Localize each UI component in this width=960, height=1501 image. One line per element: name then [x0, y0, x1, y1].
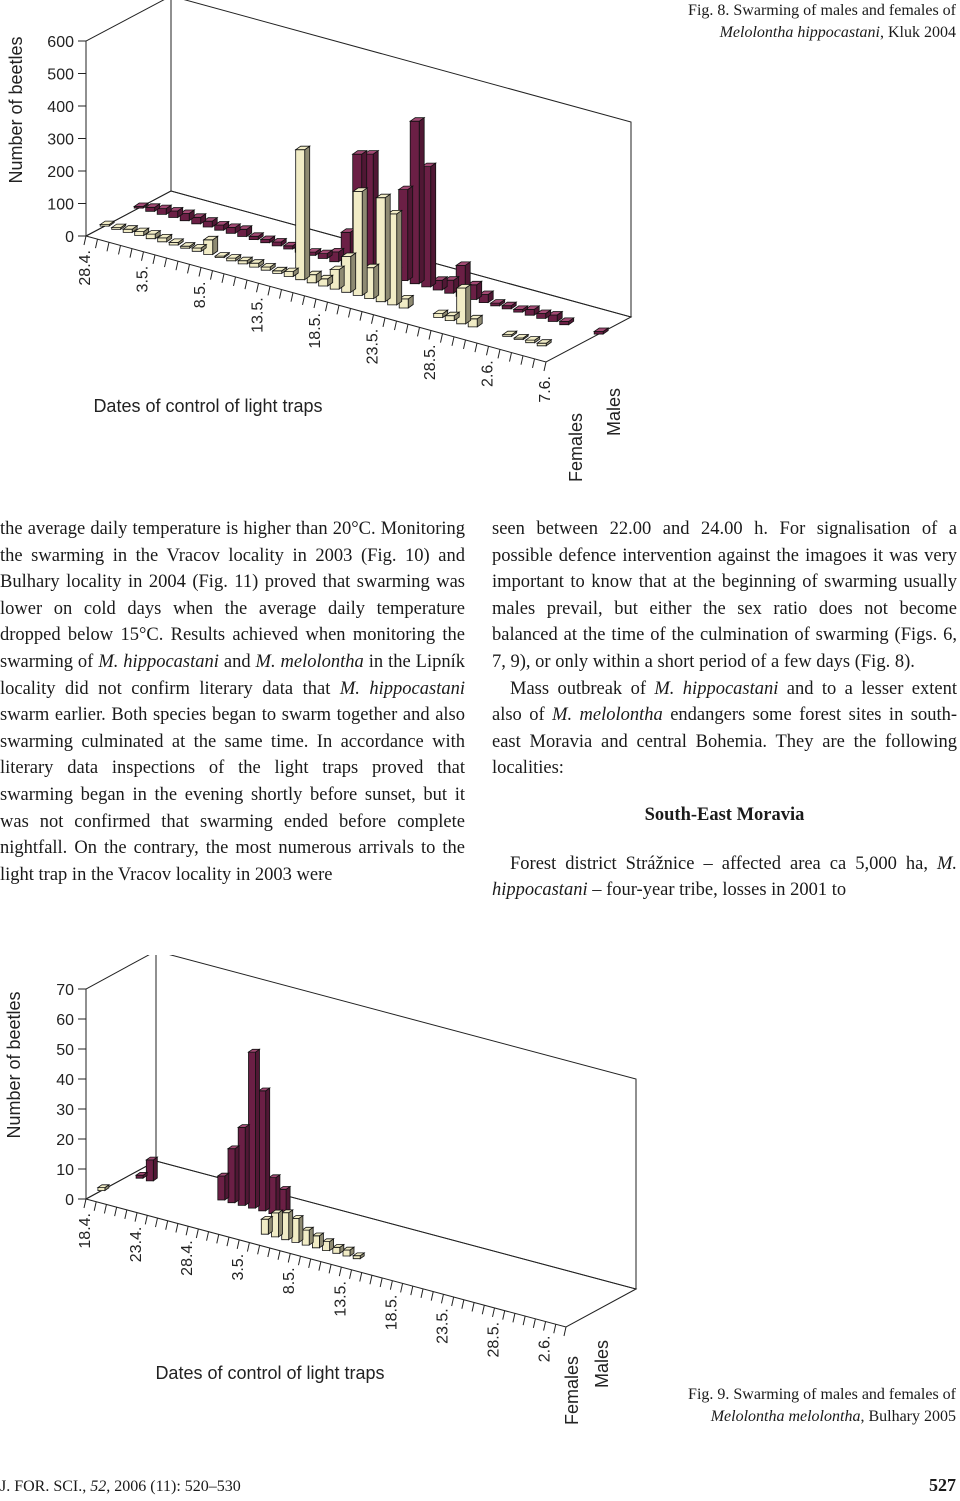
bar-front	[514, 309, 523, 312]
bar-front	[203, 221, 212, 227]
x-tick-label: 3.5.	[134, 265, 152, 293]
y-tick-label: 30	[56, 1102, 74, 1119]
x-tick-label: 28.4.	[77, 250, 94, 286]
x-tick	[429, 331, 431, 340]
x-tick	[544, 1322, 546, 1331]
x-tick	[257, 283, 259, 292]
female-bar	[353, 1253, 364, 1259]
bar-front	[434, 314, 443, 318]
x-tick	[462, 1300, 464, 1309]
bar-side	[289, 1210, 293, 1240]
x-tick	[487, 346, 489, 355]
figure-8-svg	[0, 0, 960, 490]
female-bar	[503, 331, 517, 336]
x-tick	[452, 337, 454, 346]
text-run: – four-year tribe, losses in 2001 to	[587, 880, 847, 901]
x-tick	[498, 349, 500, 358]
figure-9-svg	[0, 955, 960, 1425]
series-label: Males	[604, 387, 624, 436]
x-tick	[237, 1240, 239, 1249]
x-tick	[503, 1311, 505, 1320]
text-run: in the Lipník locality did not confirm literary data that	[0, 651, 466, 699]
x-tick	[217, 1234, 219, 1243]
x-tick	[166, 1221, 168, 1230]
citation-text: J. FOR. SCI.,	[0, 1478, 91, 1495]
male-bar	[146, 1157, 157, 1181]
bar-front	[192, 248, 201, 251]
bar-front	[136, 1175, 143, 1178]
x-tick-label: 13.5.	[332, 1281, 350, 1317]
x-tick	[165, 258, 167, 267]
y-tick-label: 70	[56, 982, 74, 999]
x-tick	[360, 1273, 362, 1282]
male-bar	[249, 233, 263, 240]
bar-front	[491, 303, 500, 306]
paragraph	[0, 516, 465, 888]
x-tick	[199, 268, 201, 277]
x-tick	[94, 1202, 96, 1211]
x-tick	[349, 308, 351, 317]
bar-front	[457, 288, 466, 324]
x-tick-label: 18.5.	[383, 1294, 401, 1331]
x-tick	[475, 343, 477, 352]
x-tick	[482, 1305, 484, 1314]
page-number: 527	[929, 1475, 956, 1495]
y-tick-label: 200	[47, 164, 74, 181]
bar-front	[261, 267, 270, 270]
x-tick	[298, 1256, 300, 1265]
x-tick	[145, 1215, 147, 1224]
bar-front	[146, 234, 155, 239]
x-tick	[222, 274, 224, 283]
x-tick-label: 18.5.	[307, 313, 324, 349]
bar-side	[466, 285, 471, 324]
bar-side	[305, 146, 310, 280]
bar-front	[318, 254, 327, 259]
caption-species: Melolontha melolontha	[710, 1408, 861, 1425]
x-tick	[142, 252, 144, 261]
text-column-left	[0, 516, 465, 888]
x-tick	[107, 242, 109, 251]
x-tick	[564, 1327, 566, 1336]
x-tick	[314, 299, 316, 308]
caption-species: Melolontha hippocastani	[719, 24, 880, 41]
x-tick	[247, 1243, 249, 1252]
female-bar	[302, 1227, 313, 1245]
x-tick	[104, 1204, 106, 1213]
x-tick	[84, 1199, 86, 1208]
series-label: Females	[566, 412, 586, 482]
x-tick	[196, 1229, 198, 1238]
x-tick	[395, 321, 397, 330]
bar-front	[261, 240, 270, 243]
x-tick	[319, 1262, 321, 1271]
x-tick	[278, 1251, 280, 1260]
figure-9-caption	[636, 1384, 956, 1428]
x-tick-label: 18.4.	[77, 1213, 94, 1249]
female-bar	[526, 337, 540, 343]
male-bar	[218, 1173, 229, 1200]
x-tick	[268, 286, 270, 295]
bar-side	[431, 163, 436, 287]
x-tick	[176, 261, 178, 270]
male-bar	[259, 1088, 270, 1211]
bar-front	[158, 238, 167, 242]
female-bar	[261, 1216, 272, 1234]
y-tick-label: 20	[56, 1132, 74, 1149]
x-tick	[115, 1207, 117, 1216]
x-tick-label: 8.5.	[281, 1267, 299, 1295]
bar-front	[218, 1176, 225, 1200]
figure-8-chart	[0, 0, 960, 490]
figure-9-chart	[0, 955, 960, 1425]
x-tick	[533, 1319, 535, 1328]
x-tick	[337, 305, 339, 314]
x-tick	[234, 277, 236, 286]
x-tick-label: 8.5.	[192, 281, 209, 309]
female-bar	[537, 340, 551, 346]
bar-side	[299, 1216, 303, 1243]
x-tick	[441, 1294, 443, 1303]
x-tick	[510, 353, 512, 362]
bar-side	[276, 1175, 280, 1214]
x-tick	[544, 362, 546, 371]
x-tick	[533, 359, 535, 368]
x-tick-label: 23.4.	[128, 1226, 146, 1263]
male-bar	[228, 1146, 239, 1203]
bar-side	[235, 1146, 239, 1203]
x-tick	[268, 1248, 270, 1257]
female-bar	[457, 285, 471, 324]
bar-side	[408, 186, 413, 281]
x-tick	[441, 334, 443, 343]
bar-front	[227, 258, 236, 261]
text-run: swarm earlier. Both species began to swarm together and also swarming culminated at the same time. In accordance with literary data inspections of the light traps proved that swarming began in the evening shortly before sunset, but it was not confirmed that swarming ended before complete nightfall. On the contrary, the most numerous arrivals to the light trap in the Vracov locality in 2003 were	[0, 705, 465, 885]
x-tick	[372, 315, 374, 324]
male-bar	[502, 302, 516, 309]
species-name: M. hippocastani	[654, 678, 779, 699]
x-tick-label: 23.5.	[364, 328, 382, 365]
x-tick	[472, 1302, 474, 1311]
bar-side	[279, 1210, 283, 1237]
bar-front	[98, 1188, 105, 1191]
bar-front	[250, 263, 259, 267]
bar-front	[333, 1247, 340, 1253]
bar-side	[266, 1088, 270, 1211]
female-bar	[296, 146, 310, 280]
species-name: M. hippocastani	[492, 853, 957, 901]
male-bar	[249, 1049, 260, 1208]
y-tick-label: 100	[47, 196, 74, 214]
x-tick-label: 3.5.	[230, 1253, 248, 1281]
x-tick	[280, 290, 282, 299]
y-tick-label: 0	[65, 1192, 74, 1209]
x-tick	[452, 1297, 454, 1306]
x-tick	[227, 1237, 229, 1246]
x-tick	[406, 324, 408, 333]
chart-side-wall	[86, 955, 156, 1199]
female-bar	[215, 253, 229, 258]
paragraph	[492, 851, 957, 904]
bar-side	[397, 210, 402, 305]
x-axis-title: Dates of control of light traps	[155, 1363, 385, 1383]
x-tick	[513, 1313, 515, 1322]
y-tick-label: 600	[47, 34, 74, 51]
x-tick	[380, 1278, 382, 1287]
bar-side	[153, 1157, 157, 1181]
x-tick-label: 2.6.	[479, 360, 497, 387]
x-tick	[383, 318, 385, 327]
text-run: the average daily temperature is higher than 20°C. Monitoring the swarming in the Vracov locality in 2003 (Fig. 10) and Bulhary locality in 2004 (Fig. 11) proved that swarming was lower on cold days when the average daily temperature dropped below 15°C. Results achieved when monitoring the swarming of	[0, 519, 465, 672]
x-tick	[303, 296, 305, 305]
bar-front	[525, 309, 534, 315]
female-bar	[514, 335, 528, 340]
bar-front	[215, 225, 224, 230]
bar-front	[296, 150, 305, 280]
x-tick	[309, 1259, 311, 1268]
x-tick-label: 2.6.	[536, 1335, 554, 1363]
x-tick	[411, 1286, 413, 1295]
bar-side	[225, 1173, 229, 1200]
x-tick	[326, 302, 328, 311]
citation-volume: 52	[90, 1478, 107, 1495]
x-tick	[431, 1292, 433, 1301]
female-bar	[292, 1216, 303, 1243]
bar-front	[146, 207, 155, 211]
y-tick-label: 60	[56, 1012, 74, 1029]
male-bar	[238, 1125, 249, 1206]
male-bar	[136, 1172, 147, 1178]
x-tick	[421, 1289, 423, 1298]
bar-side	[374, 264, 379, 298]
y-tick-label: 40	[56, 1072, 74, 1089]
chart-floor	[86, 1161, 636, 1327]
y-tick-label: 10	[56, 1162, 74, 1179]
bar-front	[284, 272, 293, 277]
female-bar	[343, 1247, 354, 1256]
x-tick	[211, 271, 213, 280]
x-tick	[188, 264, 190, 273]
x-axis-title: Dates of control of light traps	[93, 396, 323, 416]
female-bar	[227, 255, 241, 261]
bar-front	[157, 209, 166, 215]
text-run: Mass outbreak of	[510, 678, 655, 699]
bar-side	[385, 194, 390, 302]
species-name: M. hippocastani	[98, 651, 219, 672]
x-tick	[258, 1245, 260, 1254]
x-tick	[125, 1210, 127, 1219]
x-tick	[207, 1232, 209, 1241]
x-tick	[339, 1267, 341, 1276]
y-axis-title: Number of beetles	[6, 36, 26, 184]
bar-front	[445, 316, 454, 321]
bar-front	[226, 227, 235, 233]
y-tick-label: 0	[65, 229, 74, 246]
x-tick	[119, 245, 121, 254]
x-tick	[418, 327, 420, 336]
x-tick-label: 28.5.	[422, 344, 439, 381]
bar-front	[502, 306, 511, 309]
x-tick	[186, 1226, 188, 1235]
bar-front	[272, 242, 281, 246]
male-bar	[560, 318, 574, 325]
paragraph	[492, 676, 957, 782]
journal-citation	[0, 1478, 241, 1496]
x-tick	[521, 356, 523, 365]
text-run: and to a lesser extent also of	[492, 678, 957, 726]
x-tick	[350, 1270, 352, 1279]
x-tick	[96, 239, 98, 248]
bar-side	[245, 1125, 249, 1206]
y-tick-label: 300	[47, 131, 74, 149]
bar-front	[238, 261, 247, 264]
female-bar	[333, 1245, 344, 1254]
text-column-right	[492, 516, 957, 904]
x-tick	[401, 1283, 403, 1292]
x-tick-label: 28.4.	[179, 1240, 197, 1276]
bar-front	[146, 1160, 153, 1181]
caption-suffix: , Kluk 2004	[880, 24, 956, 41]
x-tick	[291, 293, 293, 302]
caption-line: Fig. 8. Swarming of males and females of	[688, 2, 956, 19]
bar-front	[537, 314, 546, 319]
y-axis-title: Number of beetles	[4, 991, 24, 1139]
female-bar	[282, 1210, 293, 1240]
female-bar	[98, 1185, 109, 1191]
x-tick	[135, 1213, 137, 1222]
x-tick	[155, 1218, 157, 1227]
bar-side	[419, 118, 424, 284]
male-bar	[491, 300, 505, 306]
species-name: M. melolontha	[255, 651, 364, 672]
female-bar	[272, 1210, 283, 1237]
male-bar	[269, 1175, 280, 1214]
species-name: M. hippocastani	[339, 678, 465, 699]
bar-front	[135, 232, 144, 236]
female-bar	[169, 239, 183, 245]
female-bar	[261, 264, 275, 271]
chart-side-wall	[86, 0, 171, 236]
text-run: endangers some forest sites in south-east Moravia and central Bohemia. They are the following localities:	[492, 705, 957, 779]
citation-text: , 2006 (11): 520–530	[106, 1478, 241, 1495]
y-tick-label: 50	[56, 1042, 74, 1059]
female-bar	[323, 1239, 334, 1251]
bar-front	[249, 236, 258, 239]
x-tick	[370, 1275, 372, 1284]
x-tick	[130, 249, 132, 258]
x-tick	[360, 312, 362, 321]
x-tick	[329, 1264, 331, 1273]
caption-line: Fig. 9. Swarming of males and females of	[688, 1386, 956, 1403]
x-tick	[153, 255, 155, 264]
bar-front	[284, 246, 293, 249]
x-tick	[245, 280, 247, 289]
x-tick	[464, 340, 466, 349]
y-tick-label: 500	[47, 66, 74, 84]
bar-front	[261, 1219, 268, 1234]
text-run: Forest district Strážnice – affected area ca 5,000 ha,	[510, 853, 937, 874]
text-run: and	[218, 651, 256, 672]
x-tick	[493, 1308, 495, 1317]
x-tick	[390, 1281, 392, 1290]
male-bar	[594, 328, 608, 334]
series-label: Males	[592, 1339, 612, 1388]
y-tick-label: 400	[47, 99, 74, 116]
species-name: M. melolontha	[552, 705, 663, 726]
bar-front	[353, 1256, 360, 1259]
x-tick	[523, 1316, 525, 1325]
bar-side	[351, 253, 356, 292]
x-tick-label: 13.5.	[249, 297, 267, 333]
x-tick-label: 23.5.	[434, 1308, 452, 1344]
female-bar	[100, 221, 114, 226]
caption-suffix: , Bulhary 2005	[860, 1408, 956, 1425]
chart-back-wall	[156, 955, 636, 1289]
bar-front	[560, 321, 569, 324]
x-tick	[84, 236, 86, 245]
female-bar	[312, 1233, 323, 1248]
x-tick-label: 7.6.	[537, 376, 554, 403]
x-tick	[554, 1324, 556, 1333]
section-heading: South-East Moravia	[644, 804, 805, 825]
x-tick-label: 28.5.	[485, 1321, 503, 1358]
bar-side	[362, 188, 367, 296]
paragraph: seen between 22.00 and 24.00 h. For signalisation of a possible defence intervention against the imagoes it was very important to know that at the beginning of swarming usually males prevail, but either the sex ratio does not become balanced at the time of the culmination of swarming (Figs. 6, 7, 9), or only within a short period of a few days (Fig. 8).	[492, 519, 957, 672]
bar-side	[256, 1049, 260, 1208]
figure-8-caption	[636, 0, 956, 44]
series-label: Females	[562, 1355, 582, 1425]
x-tick	[288, 1253, 290, 1262]
x-tick	[176, 1224, 178, 1233]
bar-front	[123, 229, 132, 232]
bar-front	[343, 1250, 350, 1256]
